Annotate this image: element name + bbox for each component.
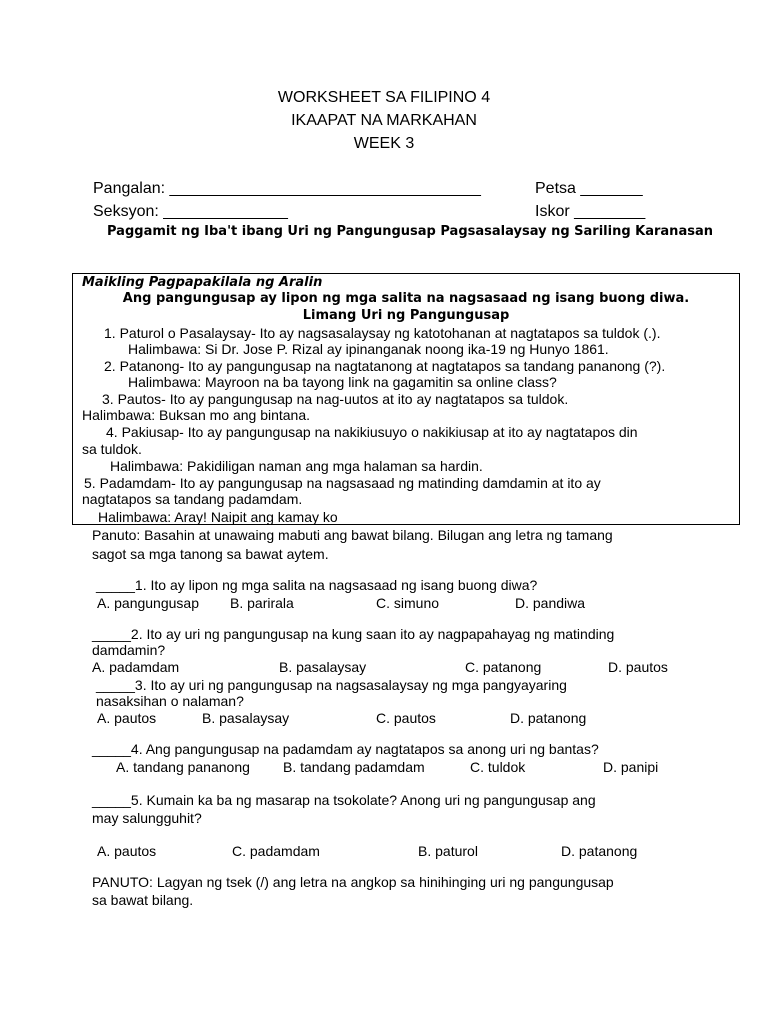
q5-choice-a[interactable]: A. pautos <box>97 843 157 859</box>
q4-choice-a[interactable]: A. tandang pananong <box>116 759 250 775</box>
instructions2-line-1: PANUTO: Lagyan ng tsek (/) ang letra na angkop sa hinihinging uri ng pangungusap <box>92 874 614 890</box>
type-1-example: Halimbawa: Si Dr. Jose P. Rizal ay ipinanganak noong ika-19 ng Hunyo 1861. <box>128 341 609 357</box>
lesson-heading: Maikling Pagpapakilala ng Aralin <box>82 275 323 290</box>
question-5: _____5. Kumain ka ba ng masarap na tsokolate? Anong uri ng pangungusap ang <box>92 792 596 808</box>
score-field[interactable]: Iskor ________ <box>535 203 646 220</box>
q2-choice-b[interactable]: B. pasalaysay <box>279 659 367 675</box>
week-title: WEEK 3 <box>353 135 415 152</box>
type-1-paturol: 1. Paturol o Pasalaysay- Ito ay nagsasalaysay ng katotohanan at nagtatapos sa tuldok (.). <box>104 325 661 341</box>
question-2-continuation: damdamin? <box>92 642 166 658</box>
q2-choice-a[interactable]: A. padamdam <box>92 659 180 675</box>
q5-choice-c[interactable]: B. paturol <box>418 843 478 859</box>
instructions-line-1: Panuto: Basahin at unawaing mabuti ang bawat bilang. Bilugan ang letra ng tamang <box>92 527 613 543</box>
type-5-example: Halimbawa: Aray! Naipit ang kamay ko <box>98 509 338 525</box>
q3-choice-d[interactable]: D. patanong <box>510 710 587 726</box>
instructions-line-2: sagot sa mga tanong sa bawat aytem. <box>92 546 329 562</box>
type-3-example: Halimbawa: Buksan mo ang bintana. <box>82 407 311 423</box>
q5-choice-b[interactable]: C. padamdam <box>232 843 320 859</box>
question-1: _____1. Ito ay lipon ng mga salita na nagsasaad ng isang buong diwa? <box>96 577 538 593</box>
type-2-patanong: 2. Patanong- Ito ay pangungusap na nagtatanong at nagtatapos sa tandang pananong (?). <box>104 358 666 374</box>
q3-choice-a[interactable]: A. pautos <box>97 710 157 726</box>
q4-choice-c[interactable]: C. tuldok <box>470 759 526 775</box>
q1-choice-a[interactable]: A. pangungusap <box>97 595 199 611</box>
worksheet-title: WORKSHEET SA FILIPINO 4 <box>277 89 491 106</box>
q3-choice-c[interactable]: C. pautos <box>376 710 436 726</box>
q1-choice-c[interactable]: C. simuno <box>376 595 440 611</box>
instructions2-line-2: sa bawat bilang. <box>92 892 194 908</box>
question-4: _____4. Ang pangungusap na padamdam ay nagtatapos sa anong uri ng bantas? <box>92 741 599 757</box>
question-3: _____3. Ito ay uri ng pangungusap na nagsasalaysay ng mga pangyayaring <box>96 677 567 693</box>
type-4-continuation: sa tuldok. <box>82 441 142 457</box>
q3-choice-b[interactable]: B. pasalaysay <box>202 710 290 726</box>
question-3-continuation: nasaksihan o nalaman? <box>96 693 244 709</box>
q2-choice-d[interactable]: D. pautos <box>608 659 668 675</box>
question-2: _____2. Ito ay uri ng pangungusap na kung saan ito ay nagpapahayag ng matinding <box>92 626 615 642</box>
type-4-pakiusap: 4. Pakiusap- Ito ay pangungusap na nakikiusuyo o nakikiusap at ito ay nagtatapos din <box>106 424 638 440</box>
question-5-continuation: may salungguhit? <box>92 810 202 826</box>
q5-choice-d[interactable]: D. patanong <box>561 843 638 859</box>
type-3-pautos: 3. Pautos- Ito ay pangungusap na nag-uutos at ito ay nagtatapos sa tuldok. <box>102 391 569 407</box>
q2-choice-c[interactable]: C. patanong <box>465 659 542 675</box>
type-4-example: Halimbawa: Pakidiligan naman ang mga halaman sa hardin. <box>110 458 483 474</box>
section-field[interactable]: Seksyon: ______________ <box>93 203 288 220</box>
q4-choice-d[interactable]: D. panipi <box>603 759 659 775</box>
type-5-padamdam: 5. Padamdam- Ito ay pangungusap na nagsasaad ng matinding damdamin at ito ay <box>84 475 601 491</box>
q4-choice-b[interactable]: B. tandang padamdam <box>283 759 425 775</box>
quarter-title: IKAAPAT NA MARKAHAN <box>291 112 477 129</box>
type-5-continuation: nagtatapos sa tandang padamdam. <box>82 491 303 507</box>
lesson-definition: Ang pangungusap ay lipon ng mga salita na nagsasaad ng isang buong diwa. <box>122 291 690 306</box>
name-field[interactable]: Pangalan: ___________________________________ <box>93 180 481 197</box>
date-field[interactable]: Petsa _______ <box>535 180 643 197</box>
q1-choice-b[interactable]: B. parirala <box>230 595 294 611</box>
q1-choice-d[interactable]: D. pandiwa <box>515 595 586 611</box>
lesson-subject: Paggamit ng Iba't ibang Uri ng Pangungusap Pagsasalaysay ng Sariling Karanasan <box>107 224 713 239</box>
type-2-example: Halimbawa: Mayroon na ba tayong link na gagamitin sa online class? <box>128 374 557 390</box>
types-title: Limang Uri ng Pangungusap <box>302 308 510 323</box>
